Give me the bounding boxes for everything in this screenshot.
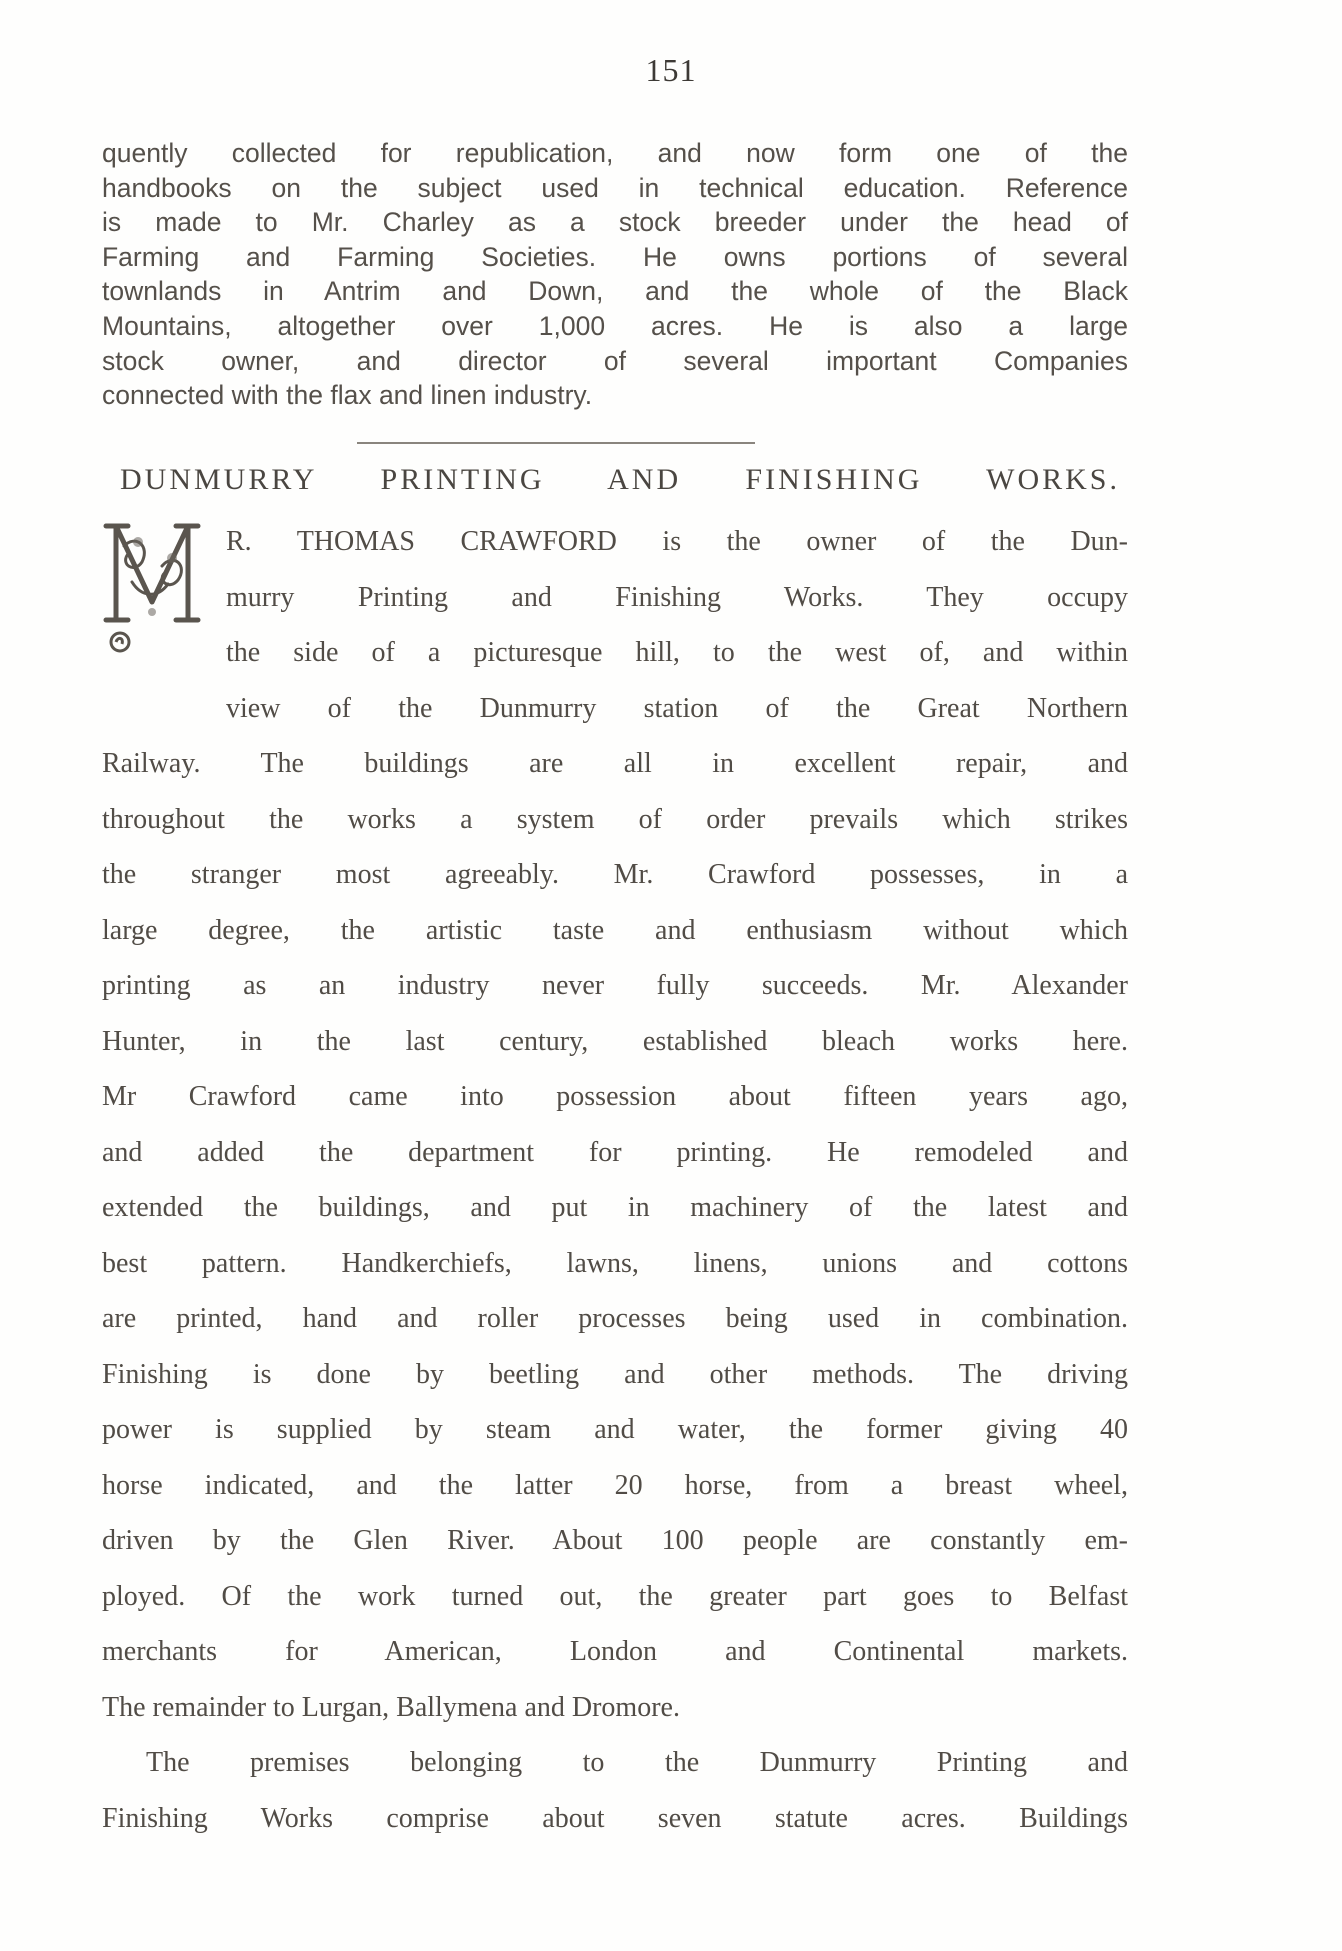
text-line: best pattern. Handkerchiefs, lawns, linens, unions and cottons — [102, 1247, 1128, 1279]
text-line: printing as an industry never fully succeeds. Mr. Alexander — [102, 970, 1128, 1001]
text-line: driven by the Glen River. About 100 people are constantly em- — [102, 1525, 1128, 1556]
text-line: Railway. The buildings are all in excellent repair, and — [102, 748, 1128, 779]
text-line: The premises belonging to the Dunmurry Printing and — [146, 1747, 1128, 1778]
text-line: Farming and Farming Societies. He owns portions of several — [102, 241, 1128, 272]
text-line: ployed. Of the work turned out, the greater part goes to Belfast — [102, 1580, 1128, 1612]
text-line: merchants for American, London and Continental markets. — [102, 1636, 1128, 1667]
intro-paragraph — [102, 136, 1128, 413]
text-line: extended the buildings, and put in machinery of the latest and — [102, 1192, 1128, 1223]
page-number: 151 — [645, 52, 697, 88]
text-line: stock owner, and director of several important Companies — [102, 345, 1128, 376]
text-line: the stranger most agreeably. Mr. Crawford possesses, in a — [102, 859, 1128, 890]
text-line: power is supplied by steam and water, the former giving 40 — [102, 1414, 1128, 1445]
text-line: townlands in Antrim and Down, and the whole of the Black — [102, 276, 1128, 307]
text-line: large degree, the artistic taste and enthusiasm without which — [102, 914, 1128, 946]
text-line: view of the Dunmurry station of the Great Northern — [226, 692, 1128, 724]
text-line: horse indicated, and the latter 20 horse, from a breast wheel, — [102, 1469, 1128, 1501]
text-line: handbooks on the subject used in technical education. Reference — [102, 172, 1128, 203]
text-line: Mr Crawford came into possession about fifteen years ago, — [102, 1081, 1128, 1112]
text-line: Finishing is done by beetling and other methods. The driving — [102, 1358, 1128, 1390]
text-line: Finishing Works comprise about seven statute acres. Buildings — [102, 1802, 1128, 1834]
text-line: and added the department for printing. He remodeled and — [102, 1136, 1128, 1168]
section-body — [102, 514, 1128, 1846]
text-line: murry Printing and Finishing Works. They occupy — [226, 581, 1128, 613]
text-line: connected with the flax and linen industry. — [102, 380, 593, 411]
text-line: are printed, hand and roller processes being used in combination. — [102, 1303, 1128, 1334]
text-line: throughout the works a system of order prevails which strikes — [102, 803, 1128, 835]
text-line: quently collected for republication, and now form one of the — [102, 138, 1128, 168]
text-line: The remainder to Lurgan, Ballymena and Dromore. — [102, 1691, 680, 1723]
text-line: is made to Mr. Charley as a stock breeder under the head of — [102, 207, 1128, 238]
text-line: Hunter, in the last century, established bleach works here. — [102, 1025, 1128, 1057]
section-heading: DUNMURRY PRINTING AND FINISHING WORKS. — [120, 463, 1120, 496]
text-line: Mountains, altogether over 1,000 acres. He is also a large — [102, 310, 1128, 341]
text-line: the side of a picturesque hill, to the west of, and within — [226, 637, 1128, 668]
text-line: R. THOMAS CRAWFORD is the owner of the Dun- — [226, 526, 1128, 557]
section-divider — [357, 442, 755, 444]
